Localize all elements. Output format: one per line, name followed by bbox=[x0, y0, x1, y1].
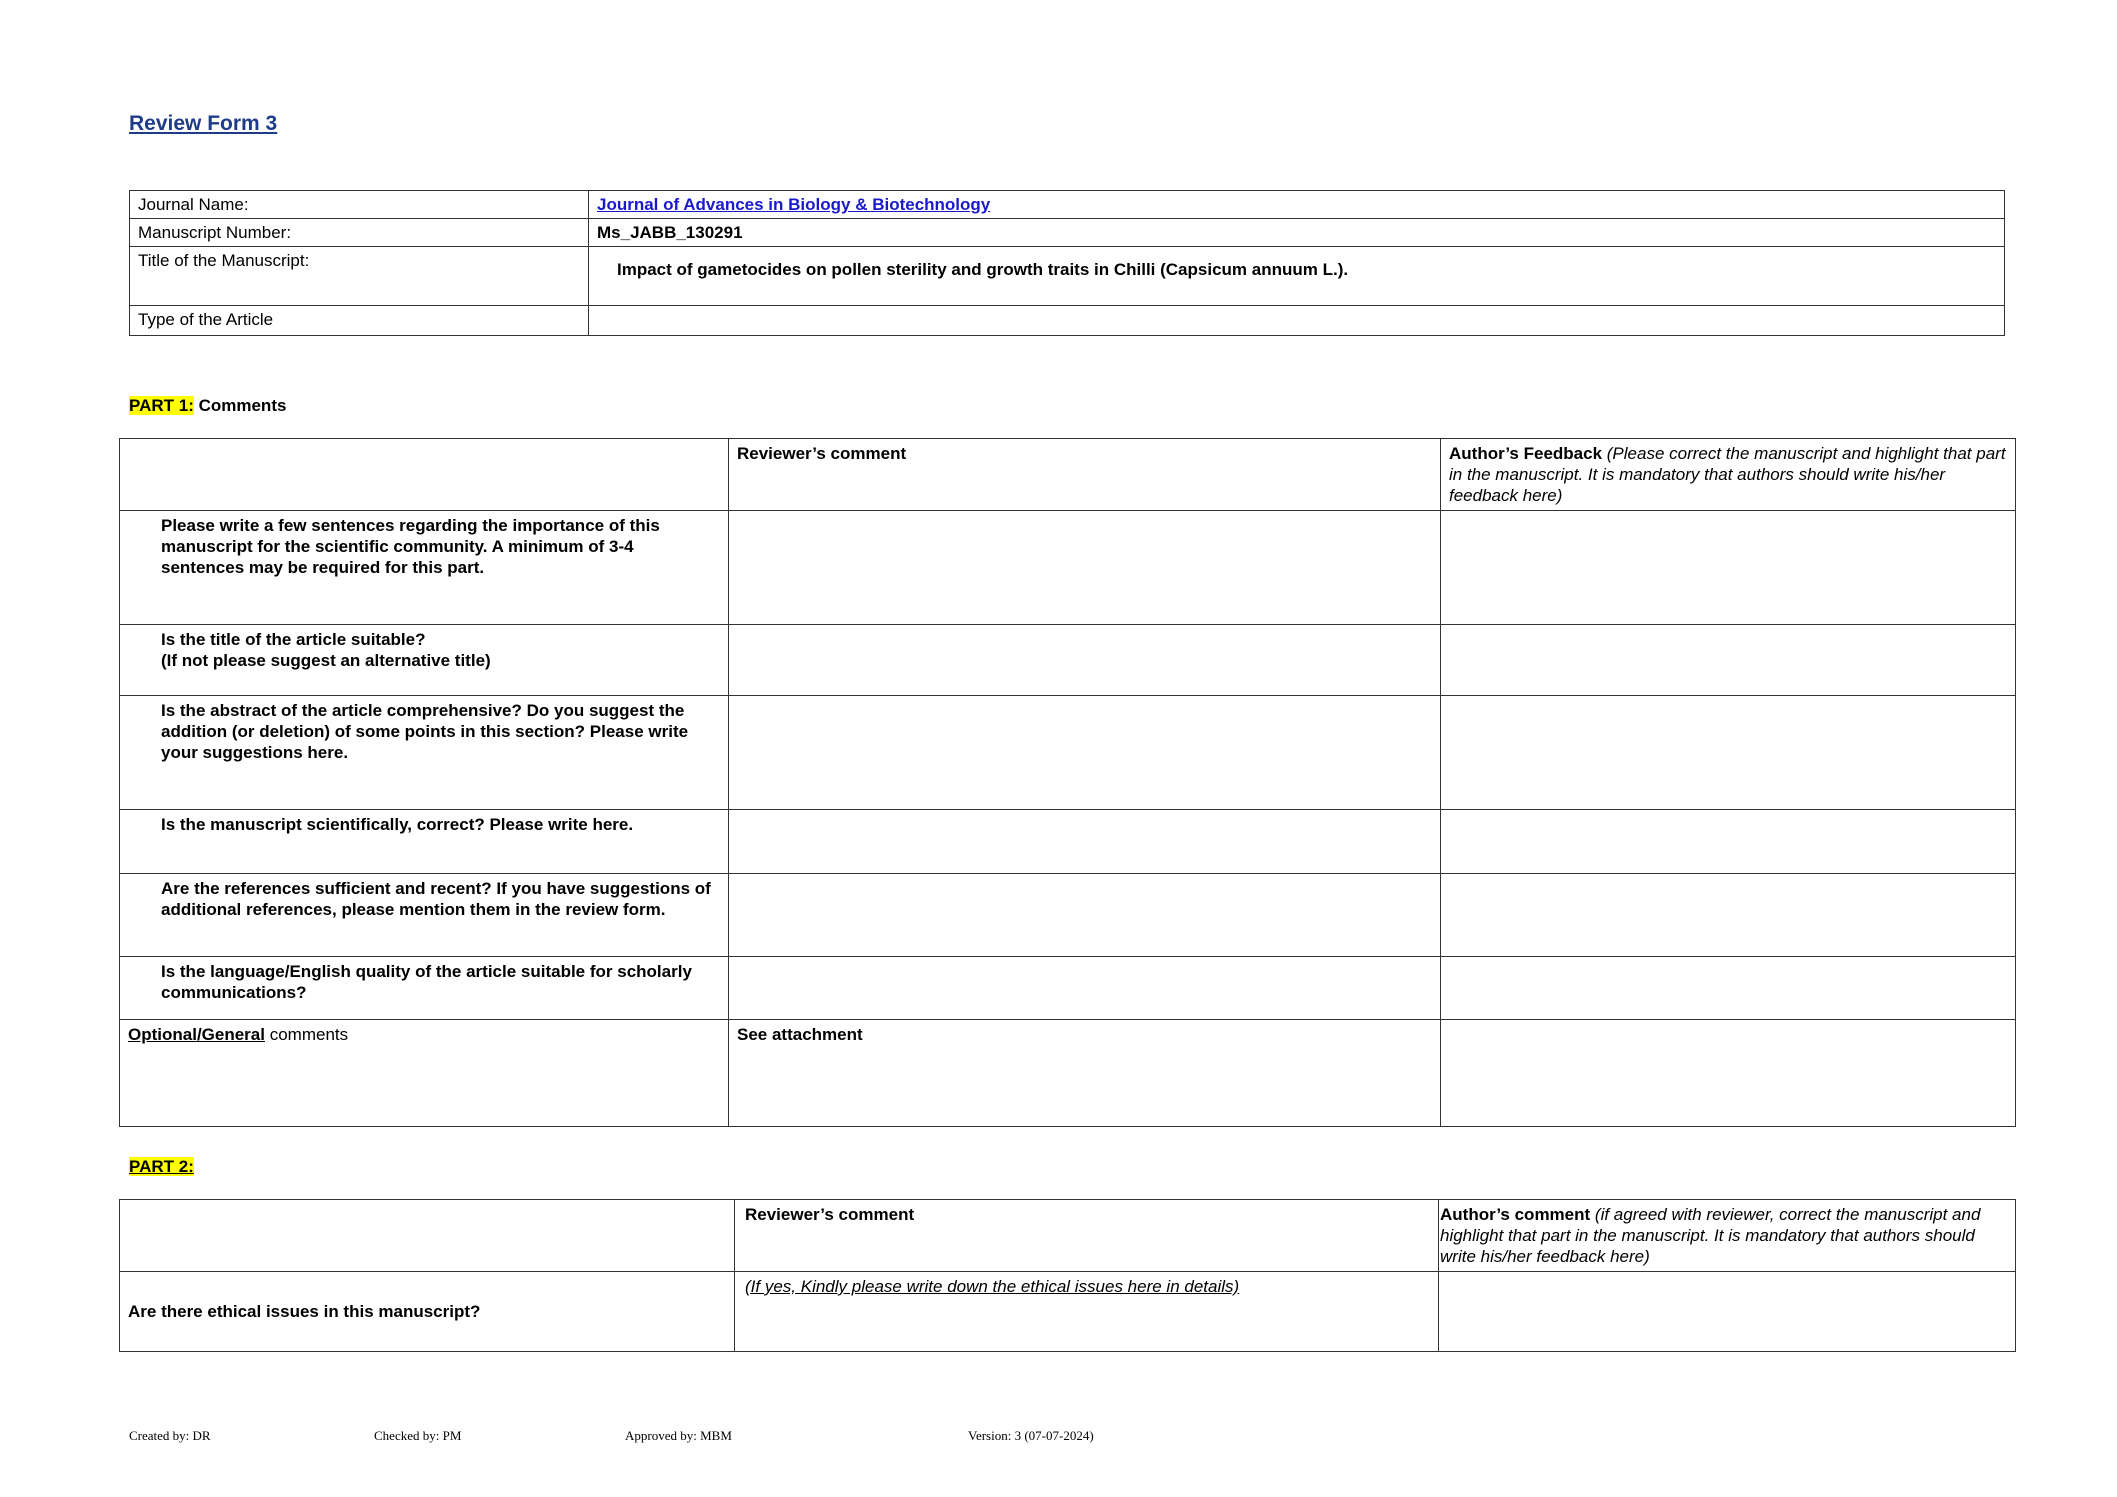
reviewer-cell-language[interactable] bbox=[729, 957, 1441, 1020]
question-title-line2: (If not please suggest an alternative title) bbox=[161, 651, 491, 670]
reviewer-cell-scientific[interactable] bbox=[729, 810, 1441, 874]
form-title[interactable]: Review Form 3 bbox=[129, 112, 278, 135]
part1-label: PART 1: bbox=[129, 396, 194, 415]
author-cell-language[interactable] bbox=[1441, 957, 2016, 1020]
reviewer-cell-abstract[interactable] bbox=[729, 696, 1441, 810]
question-scientific: Is the manuscript scientifically, correct? Please write here. bbox=[120, 810, 729, 874]
optional-general-label: Optional/General bbox=[128, 1025, 265, 1044]
p1-reviewer-header: Reviewer’s comment bbox=[729, 439, 1441, 511]
journal-label: Journal Name: bbox=[130, 191, 589, 219]
author-cell-scientific[interactable] bbox=[1441, 810, 2016, 874]
author-cell-abstract[interactable] bbox=[1441, 696, 2016, 810]
p2-author-header-note: (if agreed with reviewer, correct the manuscript and highlight that part in the manuscript. It is mandatory that authors should write his/her feedback here) bbox=[1440, 1205, 1981, 1266]
article-type-label: Type of the Article bbox=[130, 306, 589, 336]
question-references: Are the references sufficient and recent? If you have suggestions of additional references, please mention them in the review form. bbox=[120, 874, 729, 957]
p1-author-header-note: (Please correct the manuscript and highlight that part in the manuscript. It is mandatory that authors should write his/her feedback here) bbox=[1449, 444, 2006, 505]
p2-header-empty bbox=[120, 1200, 735, 1272]
footer-version: Version: 3 (07-07-2024) bbox=[968, 1428, 1094, 1443]
p1-author-header-bold: Author’s Feedback bbox=[1449, 444, 1603, 463]
ethics-question: Are there ethical issues in this manuscript? bbox=[120, 1272, 735, 1352]
author-cell-title[interactable] bbox=[1441, 625, 2016, 696]
manuscript-number-value: Ms_JABB_130291 bbox=[589, 219, 2005, 247]
author-cell-optional[interactable] bbox=[1441, 1020, 2016, 1127]
manuscript-title-label: Title of the Manuscript: bbox=[130, 247, 589, 306]
p1-author-header bbox=[1441, 439, 2016, 511]
author-cell-references[interactable] bbox=[1441, 874, 2016, 957]
footer-approved: Approved by: MBM bbox=[625, 1428, 732, 1443]
part2-label: PART 2: bbox=[129, 1157, 194, 1176]
optional-comments-rest: comments bbox=[264, 1025, 349, 1044]
ethics-author-cell[interactable] bbox=[1439, 1272, 2016, 1352]
p2-reviewer-header: Reviewer’s comment bbox=[735, 1200, 1439, 1272]
journal-value bbox=[589, 191, 2005, 219]
optional-comments-label bbox=[120, 1020, 729, 1127]
author-cell-importance[interactable] bbox=[1441, 511, 2016, 625]
p1-header-empty bbox=[120, 439, 729, 511]
footer-created: Created by: DR bbox=[129, 1428, 211, 1443]
p2-author-header bbox=[1439, 1200, 2016, 1272]
reviewer-cell-optional[interactable]: See attachment bbox=[729, 1020, 1441, 1127]
part1-heading bbox=[129, 396, 286, 416]
reviewer-cell-references[interactable] bbox=[729, 874, 1441, 957]
manuscript-number-label: Manuscript Number: bbox=[130, 219, 589, 247]
ethics-reviewer-cell[interactable]: (If yes, Kindly please write down the ethical issues here in details) bbox=[735, 1272, 1439, 1352]
question-title bbox=[120, 625, 729, 696]
part2-ethics-table bbox=[119, 1199, 2016, 1352]
part1-comments-table bbox=[119, 438, 2016, 1127]
article-type-value[interactable] bbox=[589, 306, 2005, 336]
manuscript-title-value: Impact of gametocides on pollen sterility and growth traits in Chilli (Capsicum annuum L.). bbox=[589, 247, 2005, 306]
footer-checked: Checked by: PM bbox=[374, 1428, 462, 1443]
part2-heading bbox=[129, 1157, 194, 1177]
question-language: Is the language/English quality of the article suitable for scholarly communications? bbox=[120, 957, 729, 1020]
part1-label-rest: Comments bbox=[193, 396, 287, 415]
manuscript-info-table bbox=[129, 190, 2005, 336]
question-importance: Please write a few sentences regarding the importance of this manuscript for the scientific community. A minimum of 3-4 sentences may be required for this part. bbox=[120, 511, 729, 625]
question-abstract: Is the abstract of the article comprehensive? Do you suggest the addition (or deletion) of some points in this section? Please write your suggestions here. bbox=[120, 696, 729, 810]
reviewer-cell-importance[interactable] bbox=[729, 511, 1441, 625]
journal-link[interactable]: Journal of Advances in Biology & Biotechnology bbox=[597, 195, 991, 214]
question-title-line1: Is the title of the article suitable? bbox=[161, 630, 426, 649]
reviewer-cell-title[interactable] bbox=[729, 625, 1441, 696]
p2-author-header-bold: Author’s comment bbox=[1440, 1205, 1591, 1224]
